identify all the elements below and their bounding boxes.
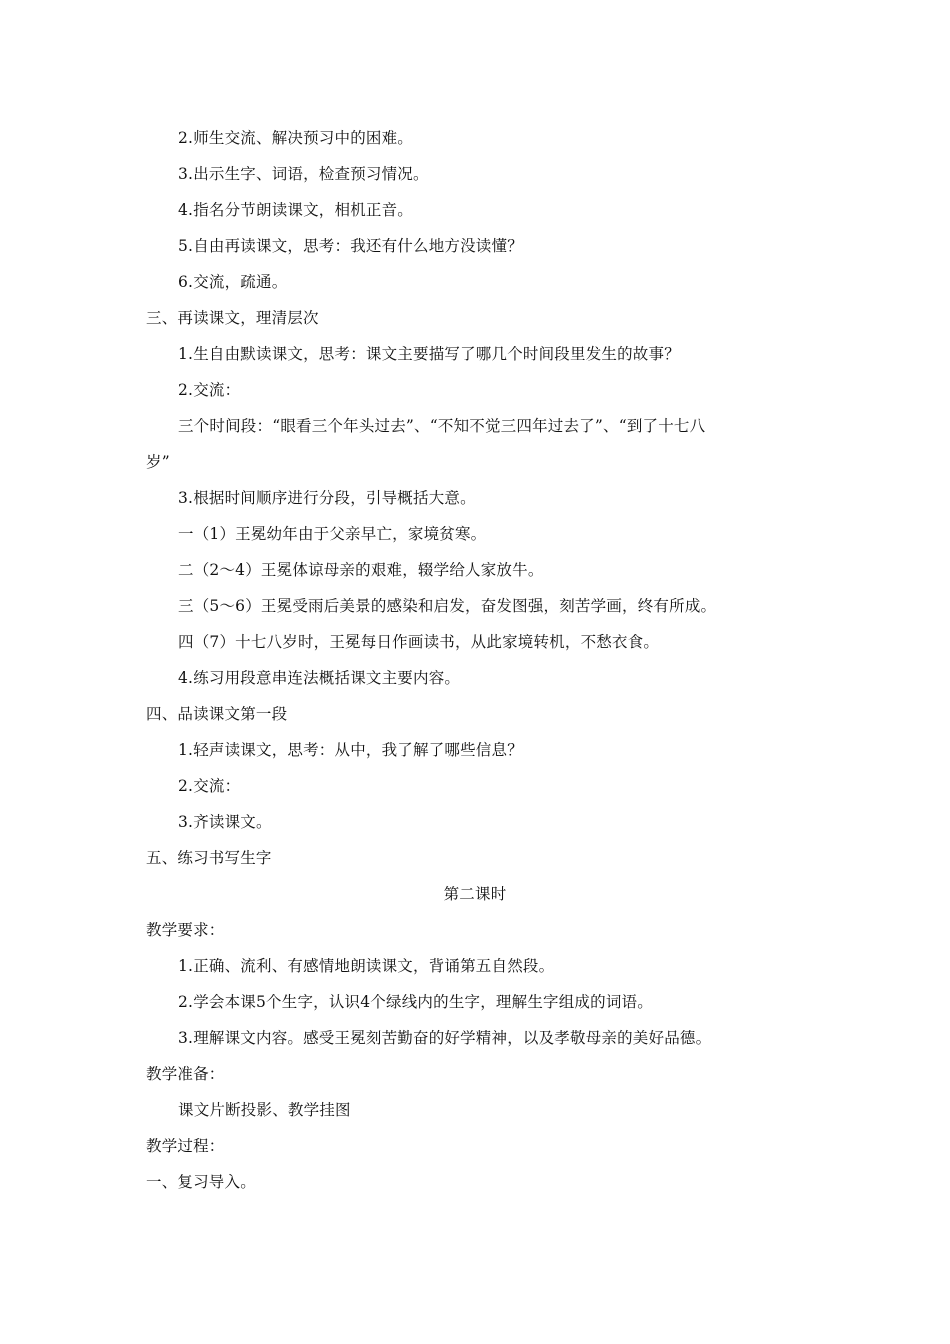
step-exchange-2: 2.交流： bbox=[178, 381, 241, 399]
requirement-3: 3.理解课文内容。感受王冕刻苦勤奋的好学精神，以及孝敬母亲的美好品德。 bbox=[178, 1029, 712, 1047]
requirement-1: 1.正确、流利、有感情地朗读课文，背诵第五自然段。 bbox=[178, 957, 555, 975]
section-heading-5: 五、练习书写生字 bbox=[146, 849, 272, 867]
paragraph-summary-2: 二（2～4）王冕体谅母亲的艰难，辍学给人家放牛。 bbox=[178, 561, 544, 579]
paragraph-summary-4: 四（7）十七八岁时，王冕每日作画读书，从此家境转机，不愁衣食。 bbox=[178, 633, 660, 651]
preparation-content: 课文片断投影、教学挂图 bbox=[178, 1101, 351, 1119]
step-read-together: 3.齐读课文。 bbox=[178, 813, 272, 831]
lesson-title: 第二课时 bbox=[443, 885, 507, 903]
time-periods-line: 三个时间段：“眼看三个年头过去”、“不知不觉三四年过去了”、“到了十七八 bbox=[178, 417, 706, 435]
process-heading: 教学过程： bbox=[146, 1137, 225, 1155]
step-show-words: 3.出示生字、词语，检查预习情况。 bbox=[178, 165, 429, 183]
section-heading-3: 三、再读课文，理清层次 bbox=[146, 309, 319, 327]
step-reread-think: 5.自由再读课文，思考：我还有什么地方没读懂？ bbox=[178, 237, 523, 255]
section-heading-4: 四、品读课文第一段 bbox=[146, 705, 288, 723]
step-silent-read: 1.生自由默读课文，思考：课文主要描写了哪几个时间段里发生的故事？ bbox=[178, 345, 680, 363]
preparation-heading: 教学准备： bbox=[146, 1065, 225, 1083]
step-read-sections: 4.指名分节朗读课文，相机正音。 bbox=[178, 201, 413, 219]
step-divide-paragraphs: 3.根据时间顺序进行分段，引导概括大意。 bbox=[178, 489, 476, 507]
time-periods-line-cont: 岁” bbox=[146, 453, 170, 471]
section-heading-review: 一、复习导入。 bbox=[146, 1173, 256, 1191]
paragraph-summary-1: 一（1）王冕幼年由于父亲早亡，家境贫寒。 bbox=[178, 525, 487, 543]
step-exchange-solve: 2.师生交流、解决预习中的困难。 bbox=[178, 129, 413, 147]
step-read-softly: 1.轻声读课文，思考：从中，我了解了哪些信息？ bbox=[178, 741, 523, 759]
step-exchange: 6.交流，疏通。 bbox=[178, 273, 288, 291]
paragraph-summary-3: 三（5～6）王冕受雨后美景的感染和启发，奋发图强，刻苦学画，终有所成。 bbox=[178, 597, 717, 615]
requirements-heading: 教学要求： bbox=[146, 921, 225, 939]
requirement-2: 2.学会本课5个生字，认识4个绿线内的生字，理解生字组成的词语。 bbox=[178, 993, 653, 1011]
step-exchange-3: 2.交流： bbox=[178, 777, 241, 795]
step-practice-summary: 4.练习用段意串连法概括课文主要内容。 bbox=[178, 669, 461, 687]
